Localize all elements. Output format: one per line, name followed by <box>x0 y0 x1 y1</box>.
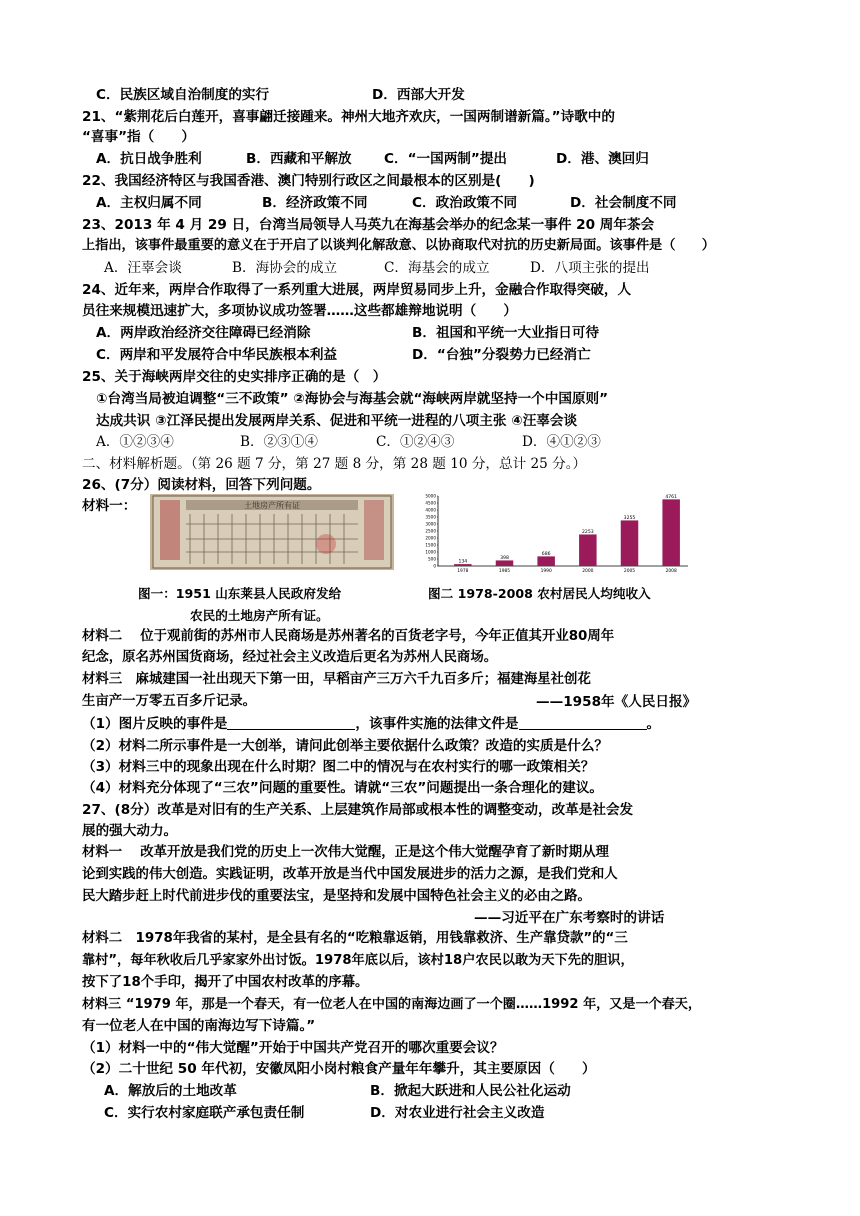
rural-income-bar-chart <box>416 490 696 578</box>
y-tick-label: 1500 <box>425 542 436 548</box>
q23-option-c: C．海基会的成立 <box>384 260 490 276</box>
q27-material3-line2: 有一位老人在中国的南海边写下诗篇。” <box>82 1018 316 1034</box>
q27-option-d: D．对农业进行社会主义改造 <box>370 1105 545 1121</box>
q27-material2-line2: 靠村”，每年秋收后几乎家家外出讨饭。1978年底以后，该村18户农民以敢为天下先的胆识， <box>82 953 634 968</box>
q20-option-c: C．民族区域自治制度的实行 <box>96 87 270 103</box>
q24-option-c: C．两岸和平发展符合中华民族根本利益 <box>96 347 338 363</box>
q26-question1-end: 。 <box>646 716 661 732</box>
x-tick-label: 1978 <box>457 569 469 574</box>
y-tick-label: 4000 <box>425 507 436 513</box>
q24-option-b: B．祖国和平统一大业指日可待 <box>412 325 600 341</box>
q27-question1: （1）材料一中的“伟大觉醒”开始于中国共产党召开的哪次重要会议？ <box>82 1040 504 1056</box>
q26-material3-line1: 材料三 麻城建国一社出现天下第一田，早稻亩产三万六千九百多斤；福建海星社创花 <box>82 672 591 687</box>
q27-option-c: C．实行农村家庭联产承包责任制 <box>104 1105 305 1121</box>
y-tick-label: 3000 <box>425 521 436 527</box>
q26-question4: （4）材料充分体现了“三农”问题的重要性。请就“三农”问题提出一条合理化的建议。 <box>82 780 603 796</box>
chart-bar <box>579 534 597 566</box>
y-tick-label: 3500 <box>425 514 436 520</box>
y-tick-label: 4500 <box>425 500 436 506</box>
q26-question1-part1: （1）图片反映的事件是 <box>82 716 228 732</box>
chart-bar <box>537 556 554 566</box>
figure1-caption-line1: 图一：1951 山东莱县人民政府发给 <box>138 586 342 601</box>
q27-heading-line2: 展的强大动力。 <box>82 823 178 839</box>
q27-material1-line3: 民大踏步赶上时代前进步伐的重要法宝，是坚持和发展中国特色社会主义的必由之路。 <box>82 889 591 904</box>
bar-value-label: 398 <box>500 555 509 561</box>
q26-question3: （3）材料三中的现象出现在什么时期？图二中的情况与在农村实行的哪一政策相关？ <box>82 759 595 775</box>
q22-stem: 22、我国经济特区与我国香港、澳门特别行政区之间最根本的区别是( ) <box>82 173 535 189</box>
q26-question1 <box>82 715 660 733</box>
bar-value-label: 3255 <box>623 515 636 521</box>
figure2-caption: 图二 1978-2008 农村居民人均纯收入 <box>428 586 651 601</box>
q24-option-a: A．两岸政治经济交往障碍已经消除 <box>96 325 311 341</box>
q27-option-b: B．掀起大跃进和人民公社化运动 <box>370 1083 571 1099</box>
q25-stem: 25、关于海峡两岸交往的史实排序正确的是（ ） <box>82 369 387 385</box>
q25-option-d: D．④①②③ <box>522 434 601 450</box>
q25-option-a: A．①②③④ <box>96 434 174 450</box>
q24-stem-line2: 员往来规模迅速扩大，多项协议成功签署……这些都雄辩地说明（ ） <box>82 303 517 319</box>
q22-option-a: A．主权归属不同 <box>96 195 202 211</box>
q23-stem-line1: 23、2013 年 4 月 29 日，台湾当局领导人马英九在海基会举办的纪念某一事件 20 周年茶会 <box>82 217 655 233</box>
q26-heading: 26、(7分）阅读材料，回答下列问题。 <box>82 477 321 493</box>
q22-option-c: C．政治政策不同 <box>412 195 518 211</box>
chart-bar <box>496 560 514 566</box>
q27-material1-source: ——习近平在广东考察时的讲话 <box>474 910 665 926</box>
chart-y-axis <box>425 494 438 569</box>
q27-material2-line1: 材料二 1978年我省的某村，是全县有名的“吃粮靠返销，用钱靠救济、生产靠贷款”的“三 <box>82 931 628 946</box>
q26-question1-part2: ，该事件实施的法律文件是 <box>355 716 519 732</box>
q21-option-c: C．“一国两制”提出 <box>384 151 508 167</box>
q23-stem-line2: 上指出，该事件最重要的意义在于开启了以谈判化解敌意、以协商取代对抗的历史新局面。该事件是（ ） <box>82 238 715 253</box>
y-tick-label: 1000 <box>425 549 436 555</box>
q20-option-d: D．西部大开发 <box>372 87 465 103</box>
q21-stem-line2: “喜事”指（ ） <box>82 129 196 145</box>
q26-material1-label: 材料一： <box>82 498 137 514</box>
q21-option-a: A．抗日战争胜利 <box>96 151 202 167</box>
q21-option-b: B．西藏和平解放 <box>246 151 352 167</box>
q26-material3-line2: 生亩产一万零五百多斤记录。 <box>82 694 257 709</box>
q25-items-line1: ①台湾当局被迫调整“三不政策” ②海协会与海基会就“海峡两岸就坚持一个中国原则” <box>96 391 609 407</box>
q23-option-a: A．汪辜会谈 <box>104 260 182 276</box>
q23-option-d: D．八项主张的提出 <box>530 260 650 276</box>
figure1-caption-line2: 农民的土地房产所有证。 <box>190 608 329 623</box>
y-tick-label: 2000 <box>425 535 436 541</box>
q27-material2-line3: 按下了18个手印，揭开了中国农村改革的序幕。 <box>82 975 369 990</box>
y-tick-label: 0 <box>433 563 436 569</box>
y-tick-label: 5000 <box>425 493 436 499</box>
q25-option-b: B．②③①④ <box>240 434 318 450</box>
y-tick-label: 500 <box>428 556 436 562</box>
bar-value-label: 4761 <box>665 494 678 500</box>
q24-option-d: D．“台独”分裂势力已经消亡 <box>412 347 591 363</box>
q26-answer-blank-2[interactable] <box>519 716 647 730</box>
q22-option-d: D．社会制度不同 <box>570 195 677 211</box>
bar-value-label: 686 <box>541 551 551 557</box>
x-tick-label: 2000 <box>582 569 594 574</box>
x-tick-label: 2008 <box>665 569 677 574</box>
q26-material3-source: ——1958年《人民日报》 <box>536 694 697 710</box>
q23-option-b: B．海协会的成立 <box>232 260 338 276</box>
q26-answer-blank-1[interactable] <box>227 716 355 730</box>
x-tick-label: 1985 <box>498 569 511 574</box>
q25-items-line2: 达成共识 ③江泽民提出发展两岸关系、促进和平统一进程的八项主张 ④汪辜会谈 <box>96 413 578 429</box>
q24-stem-line1: 24、近年来，两岸合作取得了一系列重大进展，两岸贸易同步上升，金融合作取得突破，人 <box>82 282 632 298</box>
x-tick-label: 1990 <box>540 569 552 574</box>
land-certificate-photo <box>150 494 394 570</box>
q27-material1-line1: 材料一 改革开放是我们党的历史上一次伟大觉醒，正是这个伟大觉醒孕育了新时期从理 <box>82 845 609 860</box>
chart-bars <box>454 494 680 574</box>
section-2-heading: 二、材料解析题。（第 26 题 7 分，第 27 题 8 分，第 28 题 10 分，总计 25 分。） <box>82 456 587 472</box>
bar-value-label: 2253 <box>581 529 594 535</box>
q22-option-b: B．经济政策不同 <box>262 195 368 211</box>
q26-material2-line2: 纪念，原名苏州国货商场，经过社会主义改造后更名为苏州人民商场。 <box>82 650 498 665</box>
q21-stem-line1: 21、“紫荆花后白莲开，喜事翩迁接踵来。神州大地齐欢庆，一国两制谱新篇。”诗歌中的 <box>82 109 615 125</box>
q27-material3-line1: 材料三 “1979 年，那是一个春天，有一位老人在中国的南海边画了一个圈……1992 年，又是一个春天， <box>82 997 701 1012</box>
chart-bar <box>662 499 680 566</box>
certificate-title-text: 土地房产所有证 <box>244 501 300 510</box>
q26-material2-line1: 材料二 位于观前街的苏州市人民商场是苏州著名的百货老字号，今年正值其开业80周年 <box>82 629 615 644</box>
x-tick-label: 2005 <box>623 569 636 574</box>
q25-option-c: C．①②④③ <box>376 434 455 450</box>
q26-question2: （2）材料二所示事件是一大创举，请问此创举主要依据什么政策？改造的实质是什么？ <box>82 738 609 754</box>
bar-value-label: 134 <box>458 559 468 565</box>
chart-bar <box>621 520 639 566</box>
q21-option-d: D．港、澳回归 <box>556 151 649 167</box>
q27-heading-line1: 27、(8分）改革是对旧有的生产关系、上层建筑作局部或根本性的调整变动，改革是社会发 <box>82 802 634 818</box>
q27-option-a: A．解放后的土地改革 <box>104 1083 237 1099</box>
q27-material1-line2: 论到实践的伟大创造。实践证明，改革开放是当代中国发展进步的活力之源，是我们党和人 <box>82 867 618 882</box>
q27-question2: （2）二十世纪 50 年代初，安徽凤阳小岗村粮食产量年年攀升，其主要原因（ ） <box>82 1061 596 1077</box>
y-tick-label: 2500 <box>425 528 436 534</box>
